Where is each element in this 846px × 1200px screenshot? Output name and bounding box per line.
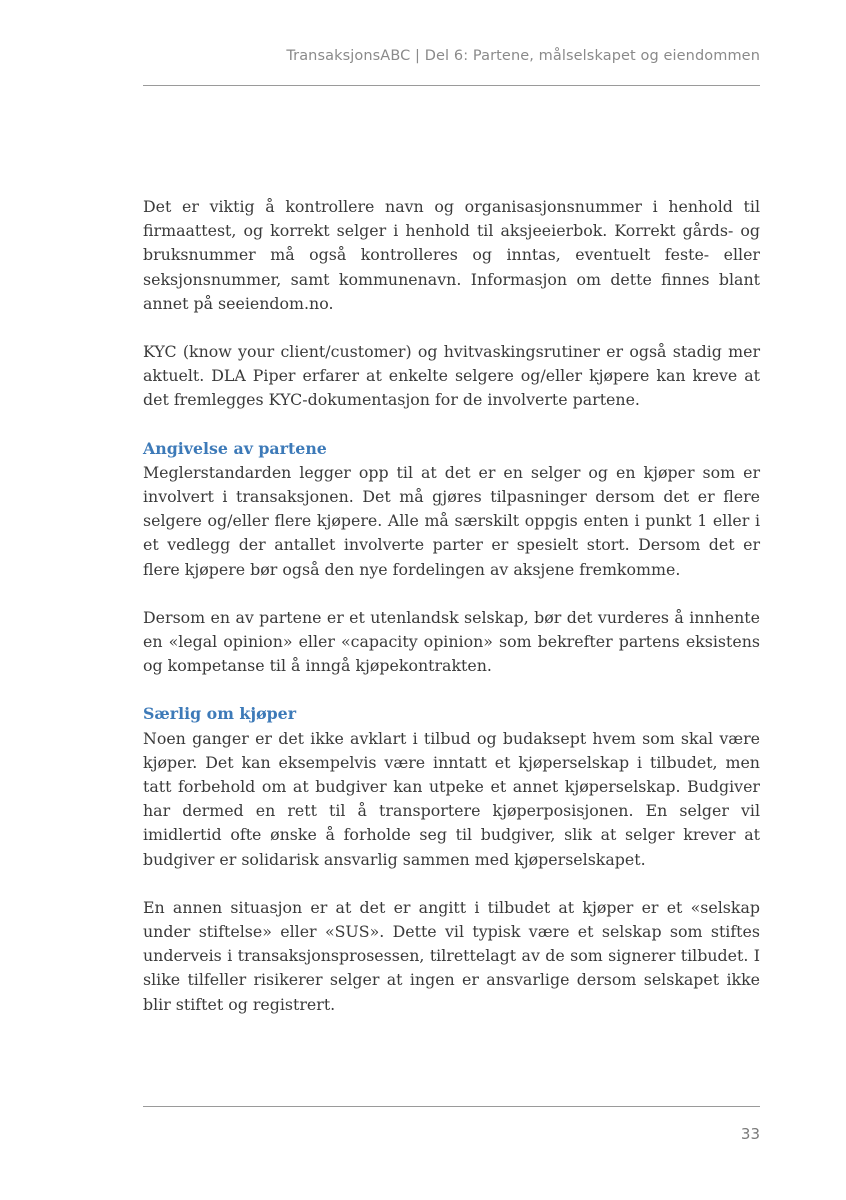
paragraph-company-under-formation: En annen situasjon er at det er angitt i tilbudet at kjøper er et «selskap under stiftelse» eller «SUS». Dette vil typisk være et selskap som stiftes underveis i transaksjonsprosessen, tilrettelagt av de som signerer tilbudet. I slike tilfeller risikerer selger at ingen er ansvarlige dersom selskapet ikke blir stiftet og registrert. xyxy=(143,897,760,1014)
page-body xyxy=(143,195,760,1041)
paragraph-registration-check: Det er viktig å kontrollere navn og organisasjonsnummer i henhold til firmaattest, og korrekt selger i henhold til aksjeeierbok. Korrekt gårds- og bruksnummer må også kontrolleres og inntas, eventuelt feste- eller seksjonsnummer, samt kommunenavn. Informasjon om dette finnes blant annet på seeiendom.no. xyxy=(143,197,760,313)
paragraph-kyc: KYC (know your client/customer) og hvitvaskingsrutiner er også stadig mer aktuelt. DLA Piper erfarer at enkelte selgere og/eller kjøpere kan kreve at det fremlegges KYC-dokumentasjon for de involverte partene. xyxy=(143,342,760,410)
paragraph-foreign-company: Dersom en av partene er et utenlandsk selskap, bør det vurderes å innhente en «legal opinion» eller «capacity opinion» som bekrefter partens eksistens og kompetanse til å inngå kjøpekontrakten. xyxy=(143,607,760,676)
running-header: TransaksjonsABC | Del 6: Partene, målselskapet og eiendommen xyxy=(286,48,760,64)
paragraph-parties: Meglerstandarden legger opp til at det er en selger og en kjøper som er involvert i transaksjonen. Det må gjøres tilpasninger dersom det er flere selgere og/eller flere kjøpere. Alle må særskilt oppgis enten i punkt 1 eller i et vedlegg der antallet involverte parter er spesielt stort. Dersom det er flere kjøpere bør også den nye fordelingen av aksjene fremkomme. xyxy=(143,462,760,579)
page-number: 33 xyxy=(740,1125,760,1143)
paragraph-buyer-designation: Noen ganger er det ikke avklart i tilbud og budaksept hvem som skal være kjøper. Det kan eksempelvis være inntatt et kjøperselskap i tilbudet, men tatt forbehold om at budgiver kan utpeke et annet kjøperselskap. Budgiver har dermed en rett til å transportere kjøperposisjonen. En selger vil imidlertid ofte ønske å forholde seg til budgiver, slik at selger krever at budgiver er solidarisk ansvarlig sammen med kjøperselskapet. xyxy=(143,728,760,869)
footer-divider xyxy=(143,1106,760,1107)
section-heading-buyer: Særlig om kjøper xyxy=(143,704,297,724)
section-heading-parties: Angivelse av partene xyxy=(143,438,327,458)
header-divider xyxy=(143,85,760,86)
